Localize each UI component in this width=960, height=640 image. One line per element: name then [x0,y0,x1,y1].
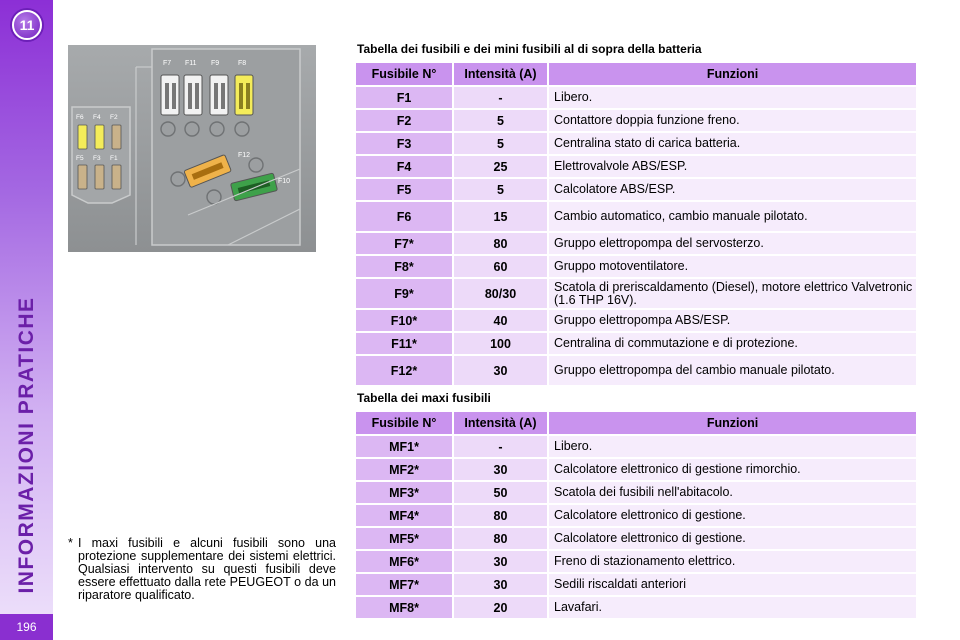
cell-amperage: 60 [452,256,547,277]
cell-fuse-number: MF4* [356,505,452,526]
table-row [356,333,916,354]
cell-fuse-number: F11* [356,333,452,354]
table-row [356,133,916,154]
cell-fuse-number: MF3* [356,482,452,503]
table-row [356,574,916,595]
cell-function: Libero. [547,436,916,457]
cell-amperage: 80 [452,233,547,254]
cell-function: Cambio automatico, cambio manuale pilotato. [547,202,916,231]
cell-amperage: 40 [452,310,547,331]
cell-fuse-number: F10* [356,310,452,331]
fuse-label-f2: F2 [110,114,118,121]
header-amperage: Intensità (A) [452,412,547,434]
fuse-label-f9: F9 [211,60,220,67]
cell-fuse-number: F4 [356,156,452,177]
table-row [356,310,916,331]
cell-function: Calcolatore elettronico di gestione. [547,505,916,526]
cell-function: Gruppo motoventilatore. [547,256,916,277]
cell-amperage: 15 [452,202,547,231]
table-row [356,87,916,108]
table-row [356,436,916,457]
cell-function: Gruppo elettropompa del cambio manuale pilotato. [547,356,916,385]
cell-fuse-number: MF2* [356,459,452,480]
cell-function: Sedili riscaldati anteriori [547,574,916,595]
page-number: 196 [0,614,53,640]
cell-fuse-number: MF1* [356,436,452,457]
table-row [356,110,916,131]
table-row [356,156,916,177]
cell-amperage: 5 [452,179,547,200]
fuse-label-f10: F10 [278,178,291,185]
cell-fuse-number: F7* [356,233,452,254]
cell-amperage: 30 [452,356,547,385]
fuse-label-f4: F4 [93,114,101,121]
header-fuse-number: Fusibile N° [356,63,452,85]
cell-amperage: 80 [452,528,547,549]
fuse-label-f8: F8 [238,60,247,67]
cell-function: Contattore doppia funzione freno. [547,110,916,131]
cell-amperage: 25 [452,156,547,177]
table1-title: Tabella dei fusibili e dei mini fusibili al di sopra della batteria [357,42,702,56]
cell-fuse-number: F5 [356,179,452,200]
table-row [356,597,916,618]
cell-function: Centralina stato di carica batteria. [547,133,916,154]
cell-amperage: 20 [452,597,547,618]
fuse-label-f3: F3 [93,155,101,162]
table-row [356,279,916,308]
fuse-label-f6: F6 [76,114,84,121]
cell-amperage: 5 [452,110,547,131]
table-row [356,482,916,503]
fuse-label-f11: F11 [185,60,197,67]
fuse-label-f7: F7 [163,60,172,67]
cell-fuse-number: F3 [356,133,452,154]
table-header-row [356,412,916,434]
cell-function: Scatola di preriscaldamento (Diesel), motore elettrico Valvetronic (1.6 THP 16V). [547,279,916,308]
cell-amperage: - [452,436,547,457]
cell-amperage: 100 [452,333,547,354]
fuse-box-illustration [68,45,316,252]
cell-fuse-number: F2 [356,110,452,131]
chapter-badge: 11 [12,10,42,40]
fuse-label-f5: F5 [76,155,84,162]
footnote-marker: * [68,536,73,550]
cell-function: Gruppo elettropompa ABS/ESP. [547,310,916,331]
cell-function: Calcolatore elettronico di gestione. [547,528,916,549]
cell-amperage: 30 [452,459,547,480]
table-row [356,256,916,277]
fuse-label-f1: F1 [110,155,118,162]
cell-fuse-number: F1 [356,87,452,108]
cell-fuse-number: MF8* [356,597,452,618]
maxi-fuse-table [356,410,916,620]
cell-amperage: 30 [452,574,547,595]
cell-function: Elettrovalvole ABS/ESP. [547,156,916,177]
table-header-row [356,63,916,85]
table-row [356,551,916,572]
cell-fuse-number: F8* [356,256,452,277]
cell-function: Scatola dei fusibili nell'abitacolo. [547,482,916,503]
cell-amperage: 50 [452,482,547,503]
header-fuse-number: Fusibile N° [356,412,452,434]
cell-function: Calcolatore ABS/ESP. [547,179,916,200]
cell-function: Gruppo elettropompa del servosterzo. [547,233,916,254]
header-functions: Funzioni [547,63,916,85]
footnote-text: I maxi fusibili e alcuni fusibili sono una protezione supplementare dei sistemi elettrici. Qualsiasi intervento su questi fusibili deve essere effettuato dalla rete PEUGEOT o da un riparatore qualificato. [78,536,336,602]
cell-fuse-number: MF6* [356,551,452,572]
fuse-label-f12: F12 [238,152,251,159]
mini-fuse-table [356,61,916,387]
cell-fuse-number: F12* [356,356,452,385]
table-row [356,356,916,385]
header-amperage: Intensità (A) [452,63,547,85]
cell-fuse-number: F6 [356,202,452,231]
table-row [356,528,916,549]
cell-function: Centralina di commutazione e di protezione. [547,333,916,354]
cell-fuse-number: F9* [356,279,452,308]
table-row [356,505,916,526]
cell-function: Libero. [547,87,916,108]
chapter-title: INFORMAZIONI PRATICHE [15,296,38,594]
cell-function: Lavafari. [547,597,916,618]
cell-fuse-number: MF5* [356,528,452,549]
cell-fuse-number: MF7* [356,574,452,595]
footnote [68,537,336,602]
cell-amperage: 30 [452,551,547,572]
chapter-sidebar [0,0,53,640]
cell-amperage: - [452,87,547,108]
header-functions: Funzioni [547,412,916,434]
cell-amperage: 80 [452,505,547,526]
table-row [356,459,916,480]
cell-amperage: 5 [452,133,547,154]
table-row [356,202,916,231]
table-row [356,233,916,254]
table-row [356,179,916,200]
cell-function: Freno di stazionamento elettrico. [547,551,916,572]
table2-title: Tabella dei maxi fusibili [357,391,491,405]
cell-function: Calcolatore elettronico di gestione rimorchio. [547,459,916,480]
cell-amperage: 80/30 [452,279,547,308]
